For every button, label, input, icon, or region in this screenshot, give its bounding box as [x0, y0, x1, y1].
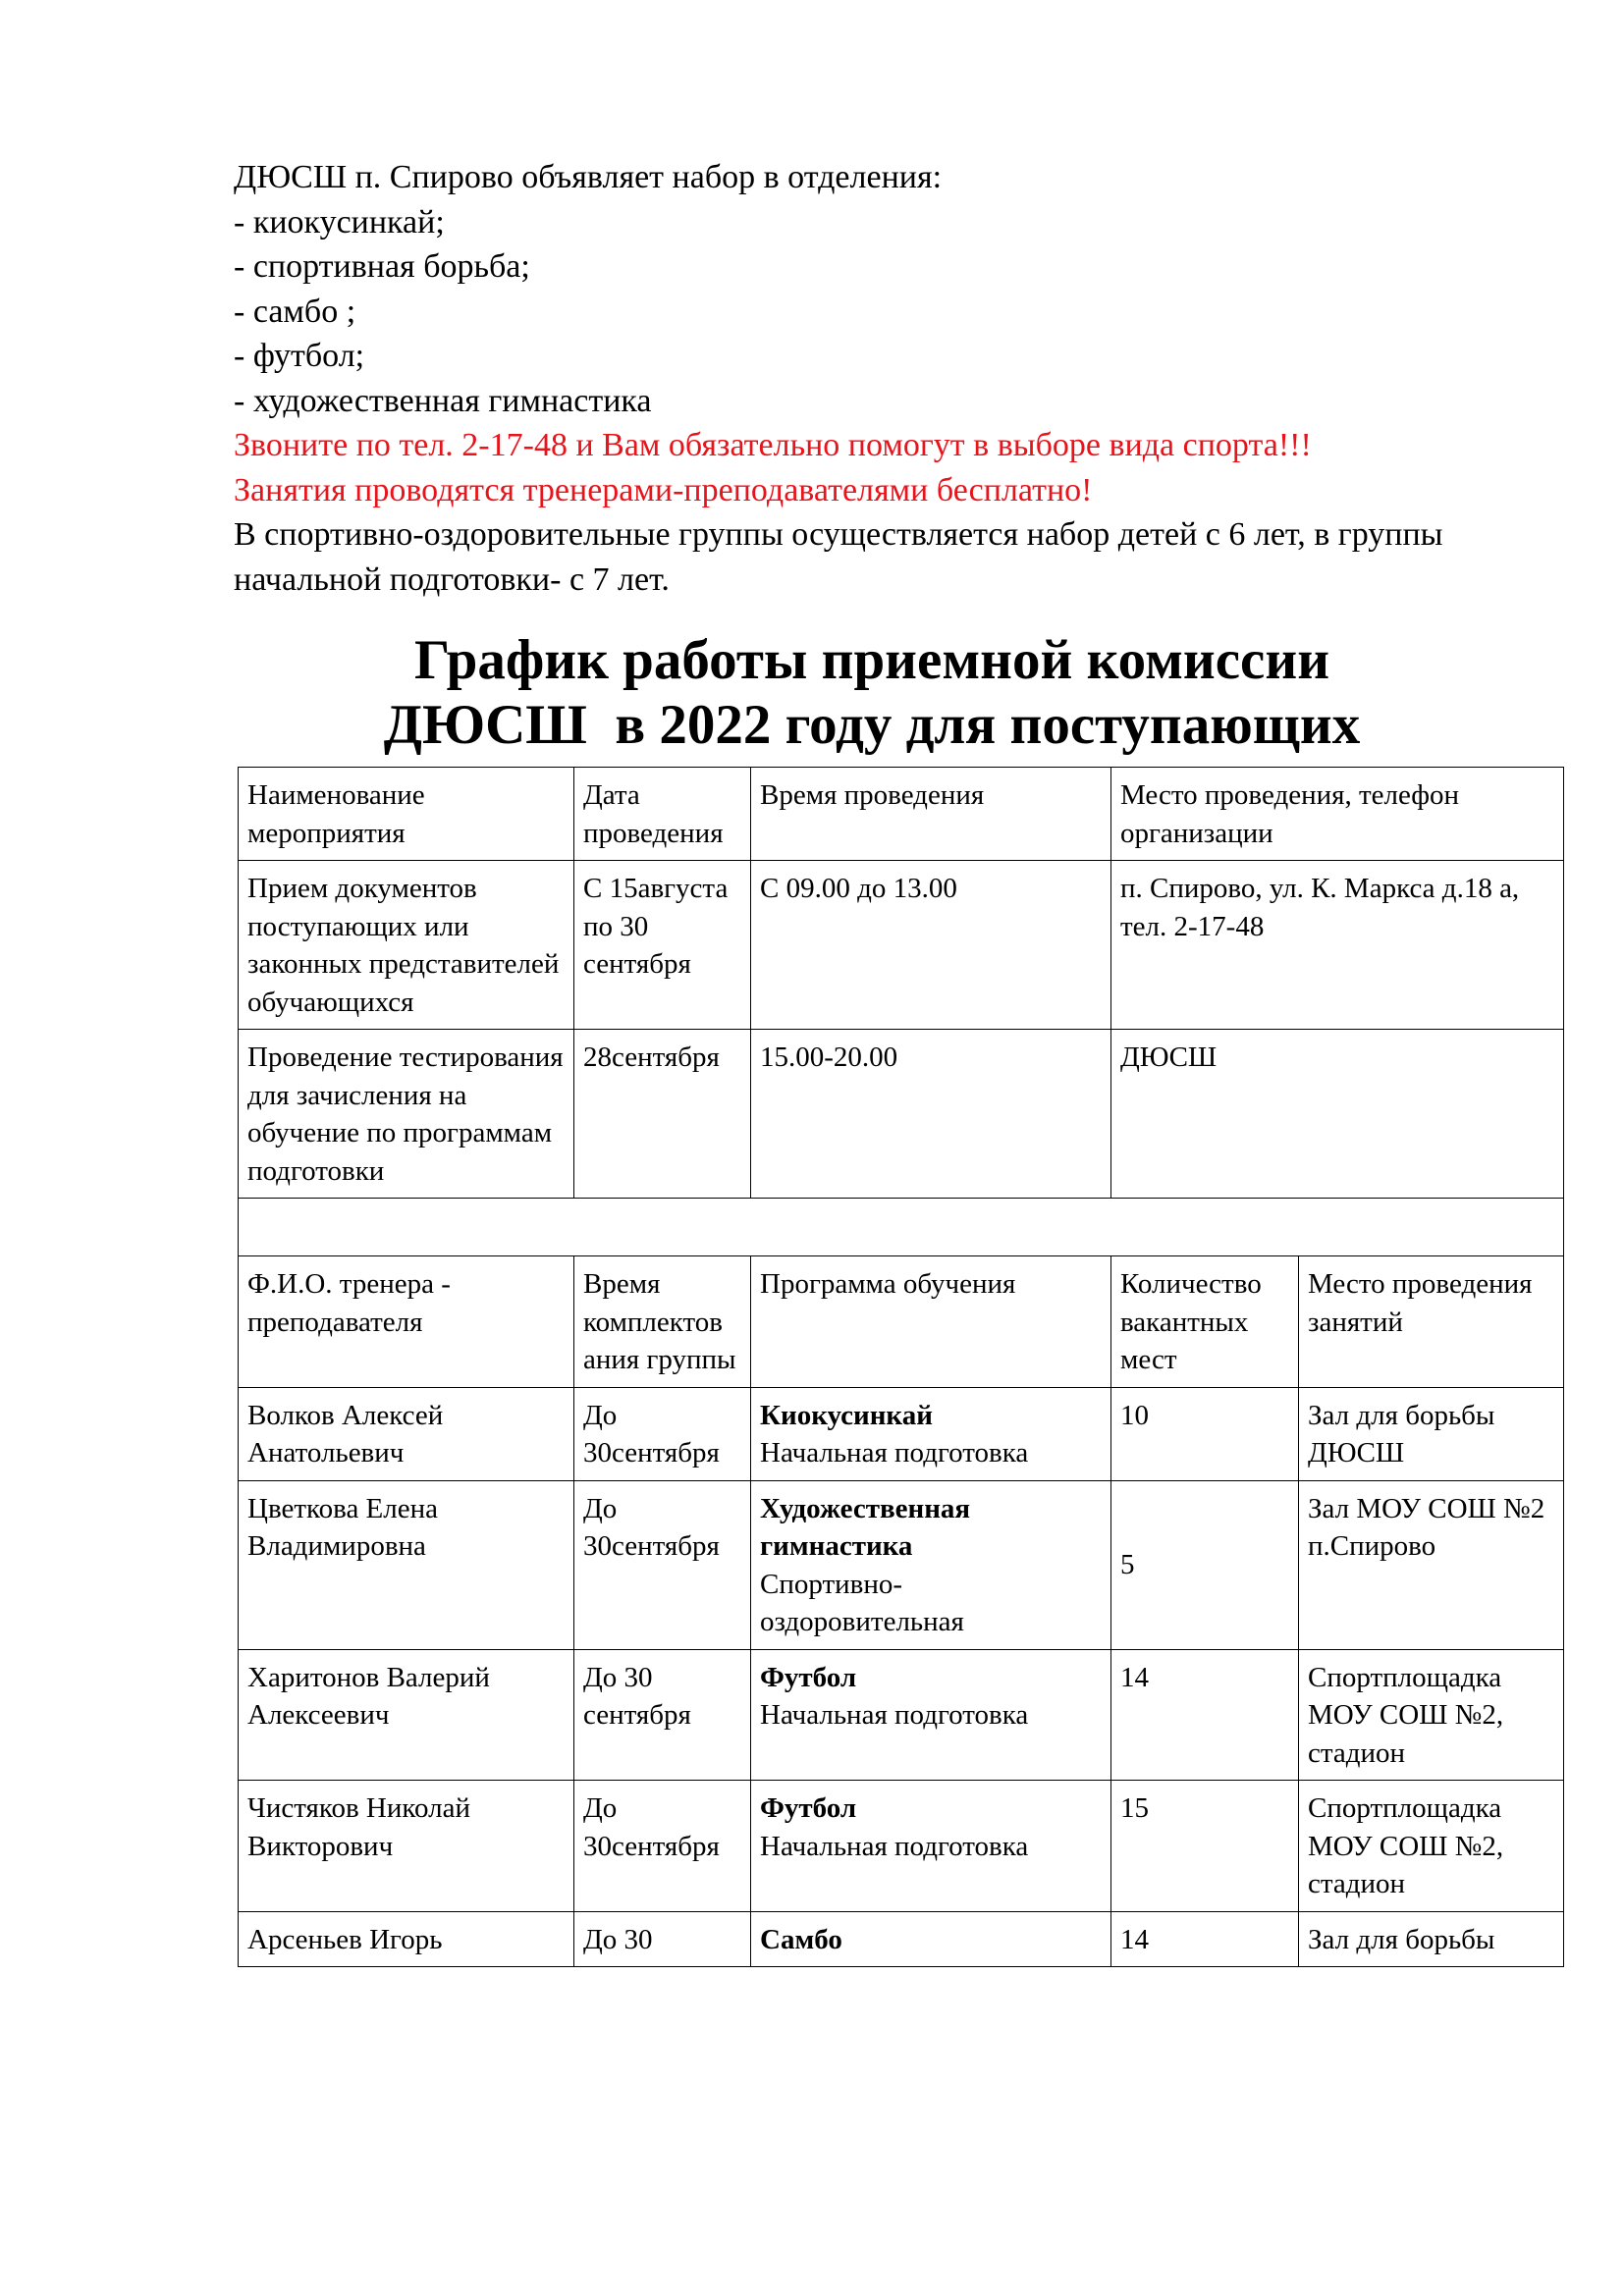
schedule-title	[234, 628, 1510, 758]
events-row	[239, 1030, 1564, 1199]
trainer-name: Харитонов Валерий Алексеевич	[239, 1649, 574, 1781]
call-notice: Звоните по тел. 2-17-48 и Вам обязательно помогут в выборе вида спорта!!!	[234, 427, 1312, 463]
trainer-seats: 14	[1111, 1911, 1299, 1967]
trainer-seats: 5	[1111, 1480, 1299, 1649]
event-date: С 15августа по 30 сентября	[574, 861, 751, 1030]
program-level: Начальная подготовка	[760, 1699, 1029, 1731]
trainer-place: Зал для борьбы ДЮСШ	[1299, 1387, 1564, 1480]
department-item: - художественная гимнастика	[234, 382, 652, 419]
event-time: 15.00-20.00	[751, 1030, 1111, 1199]
department-item: - киокусинкай;	[234, 203, 445, 240]
department-item: - футбол;	[234, 338, 365, 374]
trainer-row	[239, 1480, 1564, 1649]
trainer-seats: 14	[1111, 1649, 1299, 1781]
trainer-program	[751, 1911, 1111, 1967]
spacer-row	[239, 1199, 1564, 1256]
department-item: - спортивная борьба;	[234, 248, 530, 285]
trainer-program	[751, 1781, 1111, 1912]
trainer-deadline: До 30сентября	[574, 1387, 751, 1480]
trainer-place: Спортплощадка МОУ СОШ №2, стадион	[1299, 1781, 1564, 1912]
program-sport: Футбол	[760, 1661, 857, 1693]
events-header-cell: Время проведения	[751, 768, 1111, 861]
events-header-cell: Место проведения, телефон организации	[1111, 768, 1564, 861]
program-sport: Художественная гимнастика	[760, 1492, 971, 1562]
event-time: С 09.00 до 13.00	[751, 861, 1111, 1030]
trainers-header-cell: Время комплектов ания группы	[574, 1256, 751, 1388]
schedule-table	[238, 767, 1564, 1967]
events-header-row	[239, 768, 1564, 861]
events-row	[239, 861, 1564, 1030]
event-date: 28сентября	[574, 1030, 751, 1199]
program-sport: Футбол	[760, 1792, 857, 1824]
trainers-header-cell: Количество вакантных мест	[1111, 1256, 1299, 1388]
age-note: В спортивно-оздоровительные группы осуществляется набор детей с 6 лет, в группы начальной подготовки- с 7 лет.	[234, 516, 1443, 598]
event-place: ДЮСШ	[1111, 1030, 1564, 1199]
trainer-program	[751, 1387, 1111, 1480]
trainer-place: Зал МОУ СОШ №2 п.Спирово	[1299, 1480, 1564, 1649]
announcement-heading: ДЮСШ п. Спирово объявляет набор в отделения:	[234, 159, 943, 195]
program-level: Начальная подготовка	[760, 1830, 1029, 1862]
event-name: Проведение тестирования для зачисления на обучение по программам подготовки	[239, 1030, 574, 1199]
event-place: п. Спирово, ул. К. Маркса д.18 а, тел. 2-17-48	[1111, 861, 1564, 1030]
trainer-deadline: До 30сентября	[574, 1480, 751, 1649]
trainer-place: Спортплощадка МОУ СОШ №2, стадион	[1299, 1649, 1564, 1781]
trainer-deadline: До 30сентября	[574, 1781, 751, 1912]
event-name: Прием документов поступающих или законных представителей обучающихся	[239, 861, 574, 1030]
trainers-header-row	[239, 1256, 1564, 1388]
trainers-header-cell: Ф.И.О. тренера - преподавателя	[239, 1256, 574, 1388]
events-header-cell: Наименование мероприятия	[239, 768, 574, 861]
trainer-name: Волков Алексей Анатольевич	[239, 1387, 574, 1480]
spacer-cell	[239, 1199, 1564, 1256]
trainers-header-cell: Программа обучения	[751, 1256, 1111, 1388]
trainer-name: Арсеньев Игорь	[239, 1911, 574, 1967]
trainer-name: Чистяков Николай Викторович	[239, 1781, 574, 1912]
trainer-deadline: До 30	[574, 1911, 751, 1967]
trainer-row	[239, 1781, 1564, 1912]
announcement	[234, 155, 1510, 602]
program-sport: Самбо	[760, 1923, 842, 1955]
trainer-row	[239, 1387, 1564, 1480]
program-level: Начальная подготовка	[760, 1437, 1029, 1468]
schedule-title-line-2: ДЮСШ в 2022 году для поступающих	[383, 694, 1361, 756]
trainer-row	[239, 1911, 1564, 1967]
trainer-seats: 15	[1111, 1781, 1299, 1912]
trainer-place: Зал для борьбы	[1299, 1911, 1564, 1967]
trainers-header-cell: Место проведения занятий	[1299, 1256, 1564, 1388]
trainer-deadline: До 30 сентября	[574, 1649, 751, 1781]
schedule-title-line-1: График работы приемной комиссии	[413, 629, 1330, 691]
free-notice: Занятия проводятся тренерами-преподавателями бесплатно!	[234, 471, 1093, 508]
trainer-row	[239, 1649, 1564, 1781]
trainer-name: Цветкова Елена Владимировна	[239, 1480, 574, 1649]
department-item: - самбо ;	[234, 293, 356, 330]
program-level: Спортивно-оздоровительная	[760, 1568, 964, 1637]
events-header-cell: Дата проведения	[574, 768, 751, 861]
trainer-seats: 10	[1111, 1387, 1299, 1480]
trainer-program	[751, 1480, 1111, 1649]
program-sport: Киокусинкай	[760, 1399, 933, 1431]
trainer-program	[751, 1649, 1111, 1781]
